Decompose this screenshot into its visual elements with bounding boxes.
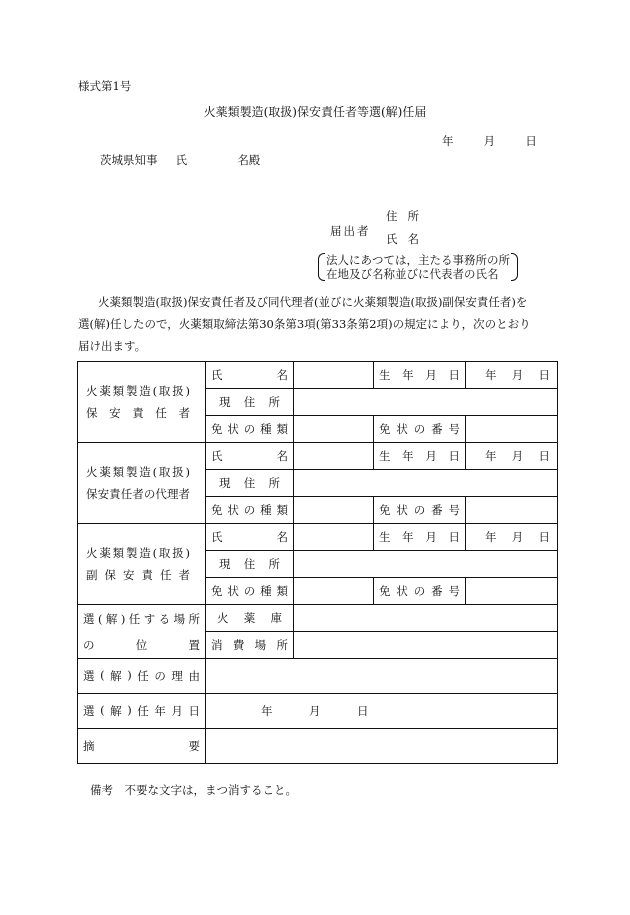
license-type-text: 免 状 の 種 類 [211,503,288,517]
addressee [100,152,260,168]
name-text: 氏 名 [211,368,288,382]
reason-field[interactable] [206,659,558,694]
license-type-label [206,497,294,524]
license-no-label [374,497,466,524]
address-text: 現 住 所 [219,476,280,490]
corp-note-line1: 法人にあつては，主たる事務所の所 [326,253,510,267]
birth-field[interactable]: 年 月 日 [466,443,558,470]
place-header [78,605,206,659]
address-text: 現 住 所 [219,557,280,571]
section-header-2 [78,443,206,524]
birth-field[interactable]: 年 月 日 [466,524,558,551]
name-label [206,443,294,470]
date-year: 年 [442,134,454,148]
summary-field[interactable] [206,729,558,764]
license-no-label [374,578,466,605]
section-label-line1: 火 薬 類 製 造 ( 取 扱 ) [86,465,190,479]
birth-label [374,362,466,389]
birth-text: 生 年 月 日 [379,449,460,463]
section-label-line1: 火 薬 類 製 造 ( 取 扱 ) [86,384,190,398]
address-field[interactable] [294,470,558,497]
left-bracket [318,253,325,281]
form-number: 様式第1号 [78,79,132,93]
date-label-text: 選 ( 解 ) 任 年 月 日 [83,703,200,718]
corporation-note [316,253,520,281]
name-label [206,362,294,389]
remarks-note: 備考 不要な文字は，まつ消すること。 [90,783,297,797]
applicant-label: 届出者 [330,224,371,238]
license-type-field[interactable] [294,416,374,443]
body-text [78,291,558,357]
license-type-label [206,578,294,605]
birth-label [374,443,466,470]
address-label [206,389,294,416]
document-title: 火薬類製造(取扱)保安責任者等選(解)任届 [203,105,427,119]
name-field[interactable] [294,362,374,389]
name-text: 氏 名 [211,530,288,544]
submission-date [442,133,537,149]
summary-label [78,729,206,764]
consumption-label [206,632,294,659]
consumption-field[interactable] [294,632,558,659]
license-type-text: 免 状 の 種 類 [211,422,288,436]
license-no-field[interactable] [466,578,558,605]
date-field[interactable]: 年 月 日 [206,694,558,729]
birth-text: 生 年 月 日 [379,368,460,382]
place-label-line2: の 位 置 [83,637,200,652]
reason-text: 選 ( 解 ) 任 の 理 由 [83,668,200,683]
body-line2: 選(解)任したので，火薬類取締法第30条第3項(第33条第2項)の規定により，次のとおり [78,317,531,331]
addressee-name: 氏 [175,153,188,167]
body-line3: 届け出ます。 [78,339,147,353]
magazine-label [206,605,294,632]
license-no-field[interactable] [466,497,558,524]
body-line1: 火薬類製造(取扱)保安責任者及び同代理者(並びに火薬類製造(取扱)副保安責任者)を [98,295,528,309]
name-field[interactable] [294,524,374,551]
magazine-field[interactable] [294,605,558,632]
section-header-1 [78,362,206,443]
right-bracket [511,253,518,281]
name-text: 氏 名 [211,449,288,463]
reason-label [78,659,206,694]
addressee-suffix: 名殿 [237,153,261,167]
license-no-text: 免 状 の 番 号 [379,422,460,436]
license-type-text: 免 状 の 種 類 [211,584,288,598]
address-field[interactable] [294,551,558,578]
corp-note-line2: 在地及び名称並びに代表者の氏名 [326,267,499,281]
section-label-line2: 保 安 責 任 者 の 代 理 者 [86,487,190,501]
address-label [206,470,294,497]
section-label-line1: 火 薬 類 製 造 ( 取 扱 ) [86,546,190,560]
birth-label [374,524,466,551]
name-label [206,524,294,551]
date-month: 月 [483,134,496,148]
section-header-3 [78,524,206,605]
place-label-line1: 選 ( 解 ) 任 す る 場 所 [83,611,200,626]
license-no-label [374,416,466,443]
license-type-label [206,416,294,443]
consumption-text: 消 費 場 所 [211,638,288,652]
address-text: 現 住 所 [219,395,280,409]
address-field[interactable] [294,389,558,416]
license-type-field[interactable] [294,578,374,605]
applicant-name-label: 氏名 [386,232,429,246]
date-label [78,694,206,729]
birth-field[interactable]: 年 月 日 [466,362,558,389]
birth-text: 生 年 月 日 [379,530,460,544]
date-day: 日 [525,134,537,148]
license-no-field[interactable] [466,416,558,443]
magazine-text: 火 薬 庫 [217,611,282,625]
section-label-line2: 保 安 責 任 者 [86,406,190,420]
address-label [206,551,294,578]
license-no-text: 免 状 の 番 号 [379,503,460,517]
addressee-prefix: 茨城県知事 [100,153,158,167]
license-no-text: 免 状 の 番 号 [379,584,460,598]
license-type-field[interactable] [294,497,374,524]
applicant-address-label: 住所 [386,209,429,223]
section-label-line2: 副 保 安 責 任 者 [86,568,190,582]
form-table [77,361,558,764]
name-field[interactable] [294,443,374,470]
summary-text: 摘 要 [83,739,200,753]
